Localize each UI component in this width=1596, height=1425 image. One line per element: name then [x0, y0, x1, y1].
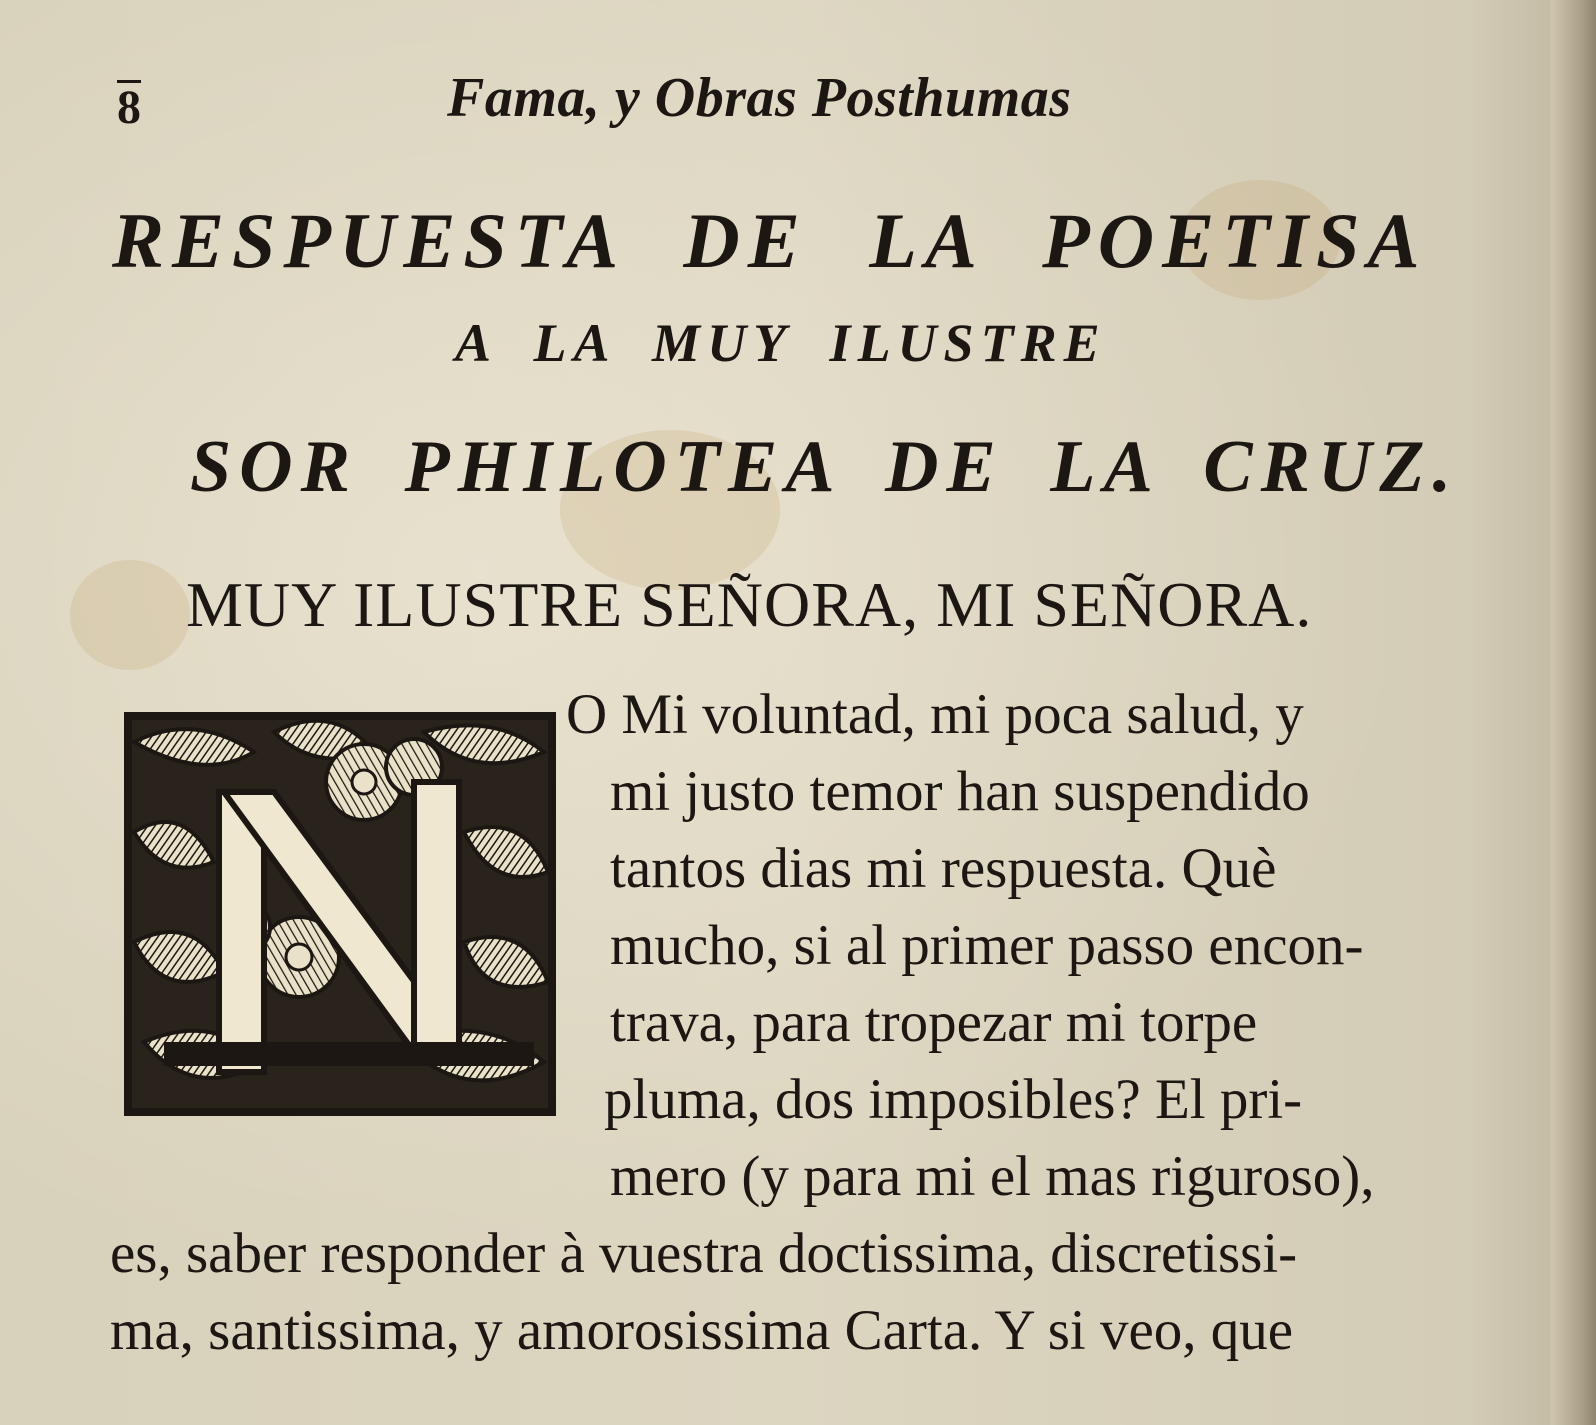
title-line-2: A LA MUY ILUSTRE [455, 313, 1107, 373]
body-line: mi justo temor han suspendido [610, 760, 1310, 823]
running-head: Fama, y Obras Posthumas [447, 67, 1072, 129]
title-line-1: RESPUESTA DE LA POETISA [112, 197, 1428, 284]
body-line: trava, para tropezar mi torpe [610, 991, 1258, 1054]
body-line: O Mi voluntad, mi poca salud, y [566, 683, 1304, 746]
body-line: mero (y para mi el mas riguroso), [610, 1145, 1375, 1208]
page-number: 8 [117, 81, 141, 134]
paper-stain [70, 560, 190, 670]
body-line: tantos dias mi respuesta. Què [610, 837, 1277, 900]
decorated-initial [124, 712, 556, 1116]
salutation: MUY ILUSTRE SEÑORA, MI SEÑORA. [186, 569, 1313, 640]
body-line: mucho, si al primer passo encon- [610, 914, 1364, 977]
page-header [112, 66, 1462, 136]
body-line: pluma, dos imposibles? El pri- [604, 1068, 1303, 1131]
title-line-3: SOR PHILOTEA DE LA CRUZ. [190, 426, 1460, 508]
body-line: ma, santissima, y amorosissima Carta. Y si veo, que [110, 1299, 1294, 1362]
floral-initial-woodcut [124, 712, 556, 1116]
body-line: es, saber responder à vuestra doctissima, discretissi- [110, 1222, 1298, 1285]
page-gutter [1550, 0, 1596, 1425]
